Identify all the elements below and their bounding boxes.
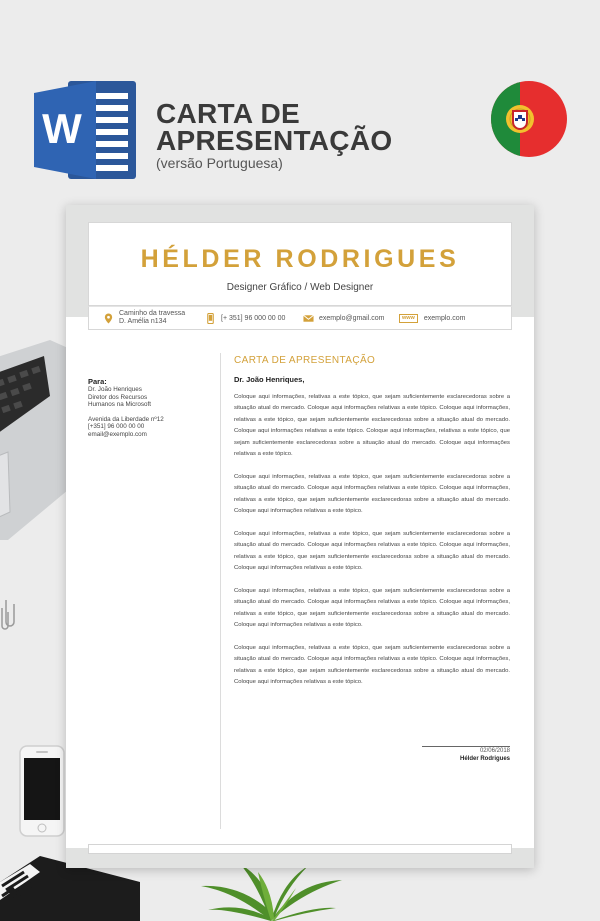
signature-name: Hélder Rodrigues (459, 756, 510, 762)
phone-text: [+ 351] 96 000 00 00 (221, 314, 286, 322)
mobile-phone-icon (205, 313, 216, 324)
recipient-block (88, 377, 208, 439)
recipient-label: Para: (88, 377, 107, 386)
recipient-email: email@exemplo.com (88, 430, 147, 438)
letter-body (234, 392, 510, 689)
recipient-name: Dr. João Henriques (88, 386, 142, 393)
title-line-2: APRESENTAÇÃO (156, 125, 393, 156)
plant-image (196, 862, 346, 921)
letter-paragraph: Coloque aqui informações, relativas a este tópico, que sejam suficientemente esclarecedoras sobre a situação atual do mercado. Coloque aqui informações relativas a este tópico. Coloque aqui informações, relativas a este tópico, que sejam suficientemente esclarecedoras sobre a situação atual do mercado. Coloque aqui informações relativas a este tópico. (234, 644, 510, 686)
signature-date: 02/06/2018 (479, 748, 510, 754)
contact-address (103, 307, 185, 329)
letter-paragraph: Coloque aqui informações, relativas a este tópico, que sejam suficientemente esclarecedoras sobre a situação atual do mercado. Coloque aqui informações relativas a este tópico. Coloque aqui informações, relativas a este tópico, que sejam suficientemente esclarecedoras sobre a situação atual do mercado. Coloque aqui informações relativas a este tópico. (234, 530, 510, 572)
letter-content (234, 355, 510, 700)
product-title (156, 100, 392, 171)
word-icon (34, 79, 138, 181)
envelope-icon (303, 313, 314, 324)
letter-paragraph: Coloque aqui informações, relativas a este tópico, que sejam suficientemente esclarecedoras sobre a situação atual do mercado. Coloque aqui informações relativas a este tópico. Coloque aqui informações, relativas a este tópico, que sejam suficientemente esclarecedoras sobre a situação atual do mercado. Coloque aqui informações relativas a este tópico. (234, 587, 510, 629)
recipient-street: Avenida da Liberdade nº12 (88, 415, 164, 423)
paper-clips (0, 598, 20, 632)
letter-title: CARTA DE APRESENTAÇÃO (234, 355, 376, 366)
cover-letter-document (66, 205, 534, 868)
portugal-flag-icon (490, 80, 568, 158)
address-line-1: Caminho da travessa (119, 310, 186, 317)
candidate-role: Designer Gráfico / Web Designer (226, 282, 374, 293)
letter-paragraph: Coloque aqui informações, relativas a este tópico, que sejam suficientemente esclarecedoras sobre a situação atual do mercado. Coloque aqui informações relativas a este tópico. Coloque aqui informações, relativas a este tópico, que sejam suficientemente esclarecedoras sobre a situação atual do mercado. Coloque aqui informações relativas a este tópico. Coloque aqui informações, relativas a este tópico, que sejam suficientemente esclarecedoras sobre a situação atual do mercado. Coloque aqui informações relativas a este tópico. (234, 394, 510, 458)
recipient-role-2: Humanos na Microsoft (88, 401, 151, 409)
column-divider (220, 353, 221, 829)
signature-line (422, 746, 510, 747)
website-text: exemplo.com (423, 314, 466, 322)
location-pin-icon (103, 313, 114, 324)
address-line-2: D. Amélia n134 (119, 318, 167, 325)
letter-paragraph: Coloque aqui informações, relativas a este tópico, que sejam suficientemente esclarecedoras sobre a situação atual do mercado. Coloque aqui informações relativas a este tópico. Coloque aqui informações, relativas a este tópico, que sejam suficientemente esclarecedoras sobre a situação atual do mercado. Coloque aqui informações relativas a este tópico. (234, 473, 510, 515)
recipient-phone: [+351] 96 000 00 00 (88, 423, 145, 431)
laptop-image (0, 340, 68, 540)
name-card (88, 222, 512, 306)
contact-bar (88, 306, 512, 330)
footer-card (88, 844, 512, 854)
www-icon: www (399, 314, 418, 323)
recipient-role-1: Diretor dos Recursos (88, 393, 148, 401)
contact-email[interactable] (303, 307, 384, 329)
contact-website[interactable] (399, 307, 465, 329)
candidate-name: HÉLDER RODRIGUES (140, 245, 460, 273)
contact-phone (205, 307, 285, 329)
title-line-1: CARTA DE (156, 98, 300, 129)
word-logo-letter: W (42, 105, 82, 152)
phone-image (18, 744, 68, 840)
title-subtitle: (versão Portuguesa) (156, 155, 283, 171)
email-text: exemplo@gmail.com (319, 314, 385, 322)
letter-greeting: Dr. João Henriques, (234, 375, 305, 384)
